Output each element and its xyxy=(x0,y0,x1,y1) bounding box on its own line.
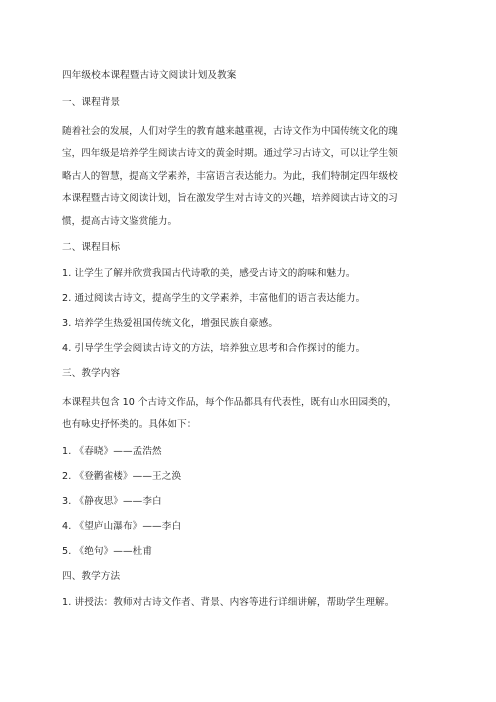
list-item: 3. 培养学生热爱祖国传统文化，增强民族自豪感。 xyxy=(62,318,279,330)
paragraph-line: 略古人的智慧，提高文学素养，丰富语言表达能力。为此，我们特制定四年级校 xyxy=(62,170,398,182)
document-title: 四年级校本课程暨古诗文阅读计划及教案 xyxy=(62,70,237,81)
section-heading-methods: 四、教学方法 xyxy=(62,570,121,582)
list-item: 1. 讲授法：教师对古诗文作者、背景、内容等进行详细讲解，帮助学生理解。 xyxy=(62,596,395,608)
section-heading-goals: 二、课程目标 xyxy=(62,242,121,254)
list-item: 3. 《静夜思》——李白 xyxy=(62,495,162,507)
background-paragraph xyxy=(62,121,434,233)
paragraph-line: 本课程暨古诗文阅读计划，旨在激发学生对古诗文的兴趣，培养阅读古诗文的习 xyxy=(62,193,398,205)
list-item: 2. 《登鹳雀楼》——王之涣 xyxy=(62,470,182,482)
paragraph-line: 本课程共包含 10 个古诗文作品，每个作品都具有代表性，既有山水田园类的， xyxy=(62,397,397,409)
list-item: 1. 让学生了解并欣赏我国古代诗歌的美，感受古诗文的韵味和魅力。 xyxy=(62,268,356,280)
list-item: 4. 《望庐山瀑布》——李白 xyxy=(62,520,182,532)
list-item: 4. 引导学生学会阅读古诗文的方法，培养独立思考和合作探讨的能力。 xyxy=(62,343,366,355)
list-item: 5. 《绝句》——杜甫 xyxy=(62,545,153,557)
list-item: 2. 通过阅读古诗文，提高学生的文学素养，丰富他们的语言表达能力。 xyxy=(62,293,366,305)
document-body xyxy=(62,68,434,620)
paragraph-line: 随着社会的发展，人们对学生的教育越来越重视，古诗文作为中国传统文化的瑰 xyxy=(62,126,398,137)
list-item: 1. 《春晓》——孟浩然 xyxy=(62,445,162,457)
paragraph-line: 惯，提高古诗文鉴赏能力。 xyxy=(62,215,178,227)
paragraph-line: 宝，四年级是培养学生阅读古诗文的黄金时期。通过学习古诗文，可以让学生领 xyxy=(62,148,398,160)
content-paragraph xyxy=(62,392,434,437)
paragraph-line: 也有咏史抒怀类的。具体如下： xyxy=(62,419,197,431)
section-heading-content: 三、教学内容 xyxy=(62,368,121,380)
section-heading-background: 一、课程背景 xyxy=(62,97,121,108)
